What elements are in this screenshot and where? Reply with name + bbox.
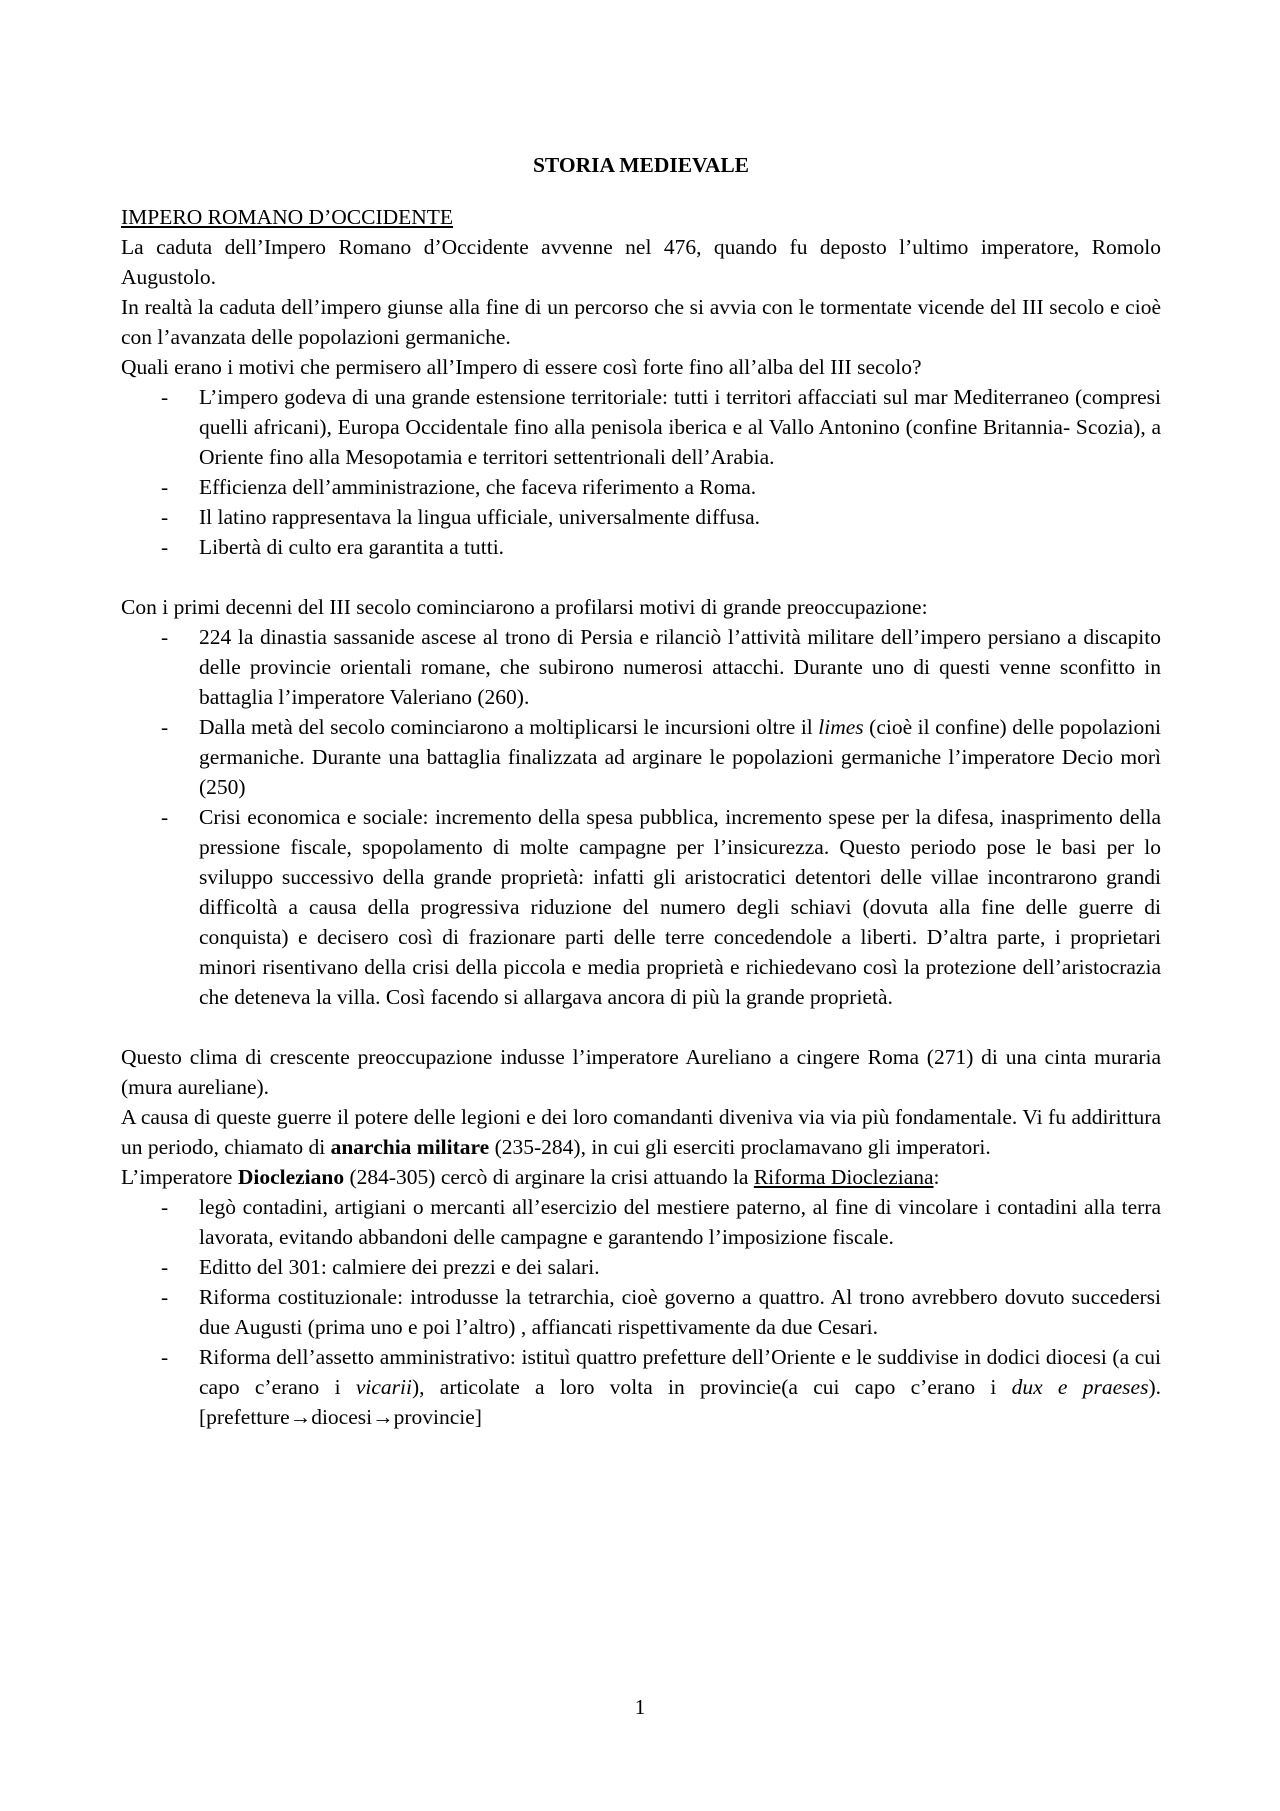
text-run: (235-284), in cui gli eserciti proclamavano gli imperatori. [489,1135,991,1159]
list-item-text: Riforma dell’assetto amministrativo: istituì quattro prefetture dell’Oriente e le suddivise in dodici diocesi (a cui capo c’erano i [199,1345,1161,1399]
spacer [121,1012,1161,1042]
reforms-list [121,1192,1161,1432]
paragraph: In realtà la caduta dell’impero giunse alla fine di un percorso che si avvia con le tormentate vicende del III secolo e cioè con l’avanzata delle popolazioni germaniche. [121,295,1161,349]
dash-bullet: - [161,505,169,529]
list-item [121,622,1161,712]
crisis-list [121,622,1161,1012]
italic-term: dux e praeses [1011,1375,1149,1399]
underlined-term: Riforma Diocleziana [753,1165,934,1189]
list-item-text: legò contadini, artigiani o mercanti all’esercizio del mestiere paterno, al fine di vincolare i contadini alla terra lavorata, evitando abbandoni delle campagne e garantendo l’imposizione fiscale. [199,1195,1161,1249]
paragraph: Con i primi decenni del III secolo cominciarono a profilarsi motivi di grande preoccupazione: [121,595,928,619]
dash-bullet: - [161,715,169,739]
dash-bullet: - [161,385,169,409]
list-item [121,472,1161,502]
section-heading [121,202,1161,232]
dash-bullet: - [161,535,169,559]
paragraph: La caduta dell’Impero Romano d’Occidente avvenne nel 476, quando fu deposto l’ultimo imperatore, Romolo Augustolo. [121,235,1161,289]
spacer [121,562,1161,592]
list-item [121,802,1161,1012]
list-item-text: Efficienza dell’amministrazione, che faceva riferimento a Roma. [199,475,757,499]
strengths-list [121,382,1161,562]
text-run: A causa di queste guerre il potere delle legioni e dei loro comandanti diveniva via via più fondamentale. Vi fu addirittura un periodo, chiamato di [121,1105,1161,1159]
page-number: 1 [634,1695,646,1719]
list-item [121,382,1161,472]
list-item-text: Riforma costituzionale: introdusse la tetrarchia, cioè governo a quattro. Al trono avrebbero dovuto succedersi due Augusti (prima uno e poi l’altro) , affiancati rispettivamente da due Cesari. [199,1285,1161,1339]
section-heading-text: IMPERO ROMANO D’OCCIDENTE [121,205,454,229]
list-item-text: Il latino rappresentava la lingua ufficiale, universalmente diffusa. [199,505,760,529]
page-title: STORIA MEDIEVALE [532,153,750,177]
dash-bullet: - [161,805,169,829]
paragraph: Questo clima di crescente preoccupazione indusse l’imperatore Aureliano a cingere Roma (271) di una cinta muraria (mura aureliane). [121,1045,1161,1099]
dash-bullet: - [161,625,169,649]
document-page [121,150,1161,1432]
list-item-text: 224 la dinastia sassanide ascese al trono di Persia e rilanciò l’attività militare dell’impero persiano a discapito delle provincie orientali romane, che subirono numerosi attacchi. Durante uno di questi venne sconfitto in battaglia l’imperatore Valeriano (260). [199,625,1161,709]
paragraph [121,1102,1161,1162]
list-item-text: Crisi economica e sociale: incremento della spesa pubblica, incremento spese per la difesa, inasprimento della pressione fiscale, spopolamento di molte campagne per l’insicurezza. Questo periodo pose le basi per lo sviluppo successivo della grande proprietà: infatti gli aristocratici detentori delle villae incontrarono grandi difficoltà a causa della progressiva riduzione del numero degli schiavi (dovuta alla fine delle guerre di conquista) e decisero così di frazionare parti delle terre concedendole a liberti. D’altra parte, i proprietari minori risentivano della crisi della piccola e media proprietà e richiedevano così la protezione dell’aristocrazia che deteneva la villa. Così facendo si allargava ancora di più la grande proprietà. [199,805,1161,1009]
text-run: L’imperatore [121,1165,238,1189]
list-item [121,1342,1161,1432]
list-item-text: ), articolate a loro volta in provincie(a cui capo c’erano i [411,1375,1012,1399]
dash-bullet: - [161,475,169,499]
dash-bullet: - [161,1285,169,1309]
list-item [121,1252,1161,1282]
dash-bullet: - [161,1345,169,1369]
paragraph: Quali erano i motivi che permisero all’Impero di essere così forte fino all’alba del III secolo? [121,355,922,379]
list-item [121,1282,1161,1342]
dash-bullet: - [161,1255,169,1279]
list-item-text: L’impero godeva di una grande estensione territoriale: tutti i territori affacciati sul mar Mediterraneo (compresi quelli africani), Europa Occidentale fino alla penisola iberica e al Vallo Antonino (confine Britannia- Scozia), a Oriente fino alla Mesopotamia e territori settentrionali dell’Arabia. [199,385,1161,469]
list-item [121,532,1161,562]
paragraph [121,1162,1161,1192]
text-run: : [933,1165,940,1189]
bold-term: Diocleziano [237,1165,345,1189]
list-item-text: Libertà di culto era garantita a tutti. [199,535,505,559]
italic-term: limes [818,715,864,739]
italic-term: vicarii [355,1375,412,1399]
list-item [121,502,1161,532]
list-item [121,1192,1161,1252]
list-item-text: (cioè il confine) delle popolazioni germaniche. Durante una battaglia finalizzata ad arginare le popolazioni germaniche l’imperatore Decio morì (250) [199,715,1161,799]
list-item-text: ). [prefetture→diocesi→provincie] [199,1375,1161,1429]
list-item-text: Editto del 301: calmiere dei prezzi e dei salari. [199,1255,600,1279]
list-item [121,712,1161,802]
list-item-text: Dalla metà del secolo cominciarono a moltiplicarsi le incursioni oltre il [199,715,819,739]
text-run: (284-305) cercò di arginare la crisi attuando la [344,1165,754,1189]
dash-bullet: - [161,1195,169,1219]
bold-term: anarchia militare [330,1135,490,1159]
